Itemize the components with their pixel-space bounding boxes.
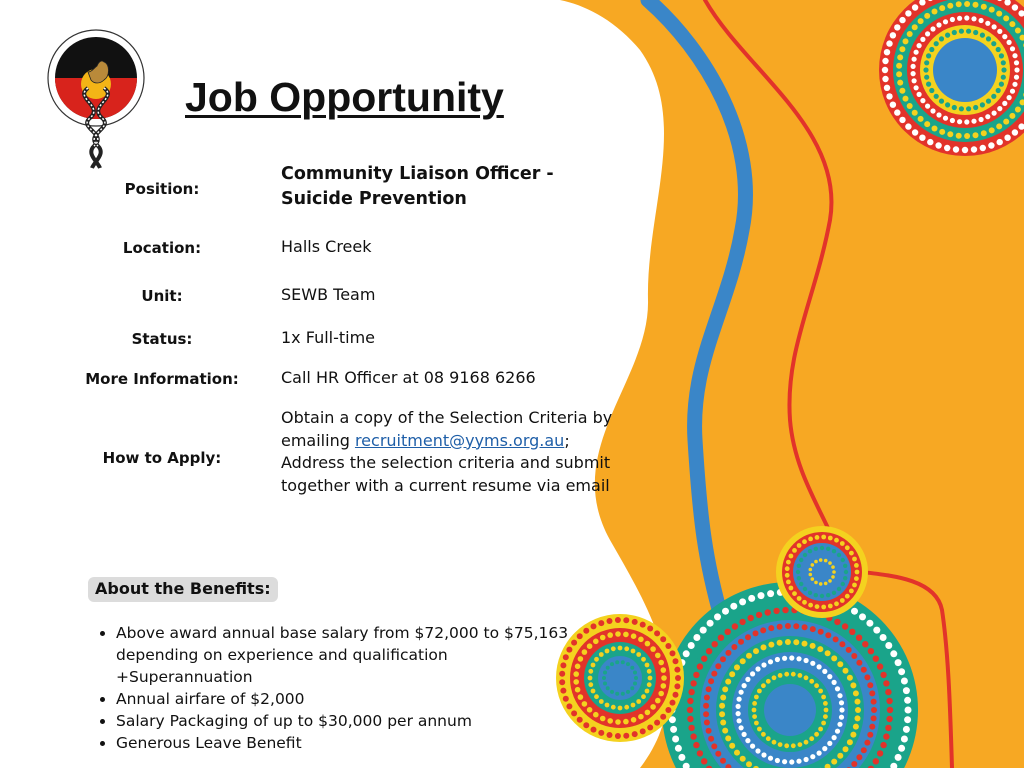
position-label: Position: <box>124 180 200 198</box>
dot-motif-middle <box>776 526 868 618</box>
position-value: Community Liaison Officer - Suicide Prevention <box>281 164 554 209</box>
benefit-item-salary: • Above award annual base salary from $72,000 to $75,163 depending on experience and qualification +Superannuation <box>116 622 586 688</box>
benefit-item-airfare: • Annual airfare of $2,000 <box>116 688 586 710</box>
more-information-label: More Information: <box>85 370 239 388</box>
page-title: Job Opportunity <box>185 74 504 120</box>
recruitment-email-link[interactable]: recruitment@yyms.org.au <box>354 430 565 450</box>
more-information-value: Call HR Officer at 08 9168 6266 <box>281 368 536 387</box>
benefits-list <box>78 622 586 754</box>
unit-label: Unit: <box>141 287 183 305</box>
benefit-item-leave: • Generous Leave Benefit <box>116 732 586 754</box>
benefit-item-salary-packaging: • Salary Packaging of up to $30,000 per annum <box>116 710 586 732</box>
kangaroo-snakes-logo-icon <box>44 28 148 170</box>
location-value: Halls Creek <box>281 237 372 256</box>
how-to-apply-text-before: Obtain a copy of the Selection Criteria by emailing <box>281 408 613 450</box>
benefits-heading: About the Benefits: <box>88 577 278 602</box>
unit-value: SEWB Team <box>281 285 376 304</box>
status-value: 1x Full-time <box>281 328 376 347</box>
how-to-apply-value <box>281 407 631 497</box>
how-to-apply-text-after: ; Address the selection criteria and submit together with a current resume via email <box>281 430 611 495</box>
how-to-apply-label: How to Apply: <box>102 449 222 467</box>
location-label: Location: <box>122 239 202 257</box>
status-label: Status: <box>131 330 193 348</box>
